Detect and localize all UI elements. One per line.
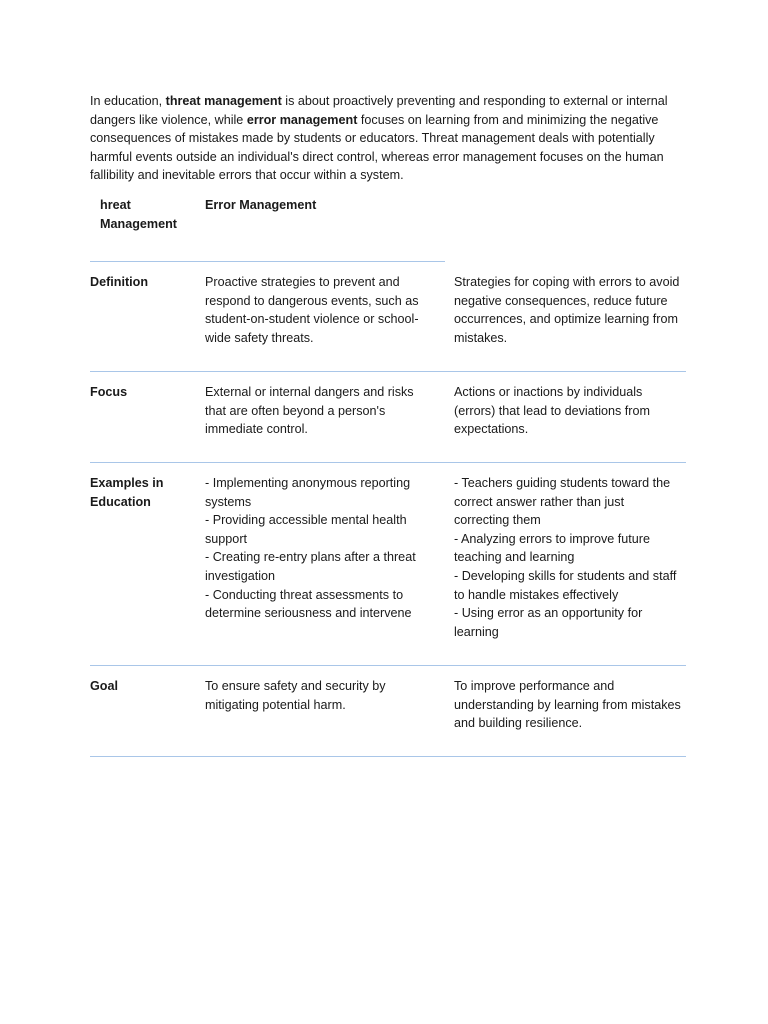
cell-line: - Analyzing errors to improve future bbox=[454, 531, 650, 546]
cell-line: - Developing skills for students and staff bbox=[454, 568, 677, 583]
cell-line: and building resilience. bbox=[454, 716, 583, 731]
cell-line: - Creating re-entry plans after a threat bbox=[205, 550, 416, 565]
cell-line: systems bbox=[205, 494, 252, 509]
cell-line: External or internal dangers and risks bbox=[205, 384, 414, 399]
cell-line: investigation bbox=[205, 568, 276, 583]
cell-line: To ensure safety and security by bbox=[205, 678, 386, 693]
threat-cell bbox=[205, 677, 435, 714]
row-label: Definition bbox=[90, 274, 149, 289]
intro-paragraph bbox=[90, 92, 680, 185]
threat-cell bbox=[205, 474, 435, 623]
intro-text-3: focuses on learning from and minimizing the negative consequences of mistakes made by students or educators. Threat management deals with potentially harmful events outside an individual's direct control, whereas error management focuses on the human fallibility and inevitable errors that occur within a system. bbox=[90, 112, 664, 183]
table-row-definition bbox=[90, 262, 686, 372]
cell-line: negative consequences, reduce future bbox=[454, 293, 668, 308]
cell-line: Strategies for coping with errors to avoid bbox=[454, 274, 680, 289]
comparison-table bbox=[90, 196, 686, 757]
error-cell bbox=[454, 273, 686, 347]
document-page bbox=[90, 92, 686, 757]
cell-line: to handle mistakes effectively bbox=[454, 587, 619, 602]
cell-line: student-on-student violence or school- bbox=[205, 312, 419, 327]
cell-line: expectations. bbox=[454, 422, 529, 437]
cell-line: learning bbox=[454, 624, 499, 639]
cell-line: (errors) that lead to deviations from bbox=[454, 403, 650, 418]
error-cell bbox=[454, 474, 686, 641]
error-cell bbox=[454, 383, 686, 439]
cell-line: teaching and learning bbox=[454, 550, 575, 565]
header-threat-management: hreat Management bbox=[100, 197, 177, 231]
cell-line: correct answer rather than just bbox=[454, 494, 625, 509]
cell-line: understanding by learning from mistakes bbox=[454, 697, 681, 712]
threat-cell bbox=[205, 383, 435, 439]
cell-line: support bbox=[205, 531, 248, 546]
cell-line: that are often beyond a person's bbox=[205, 403, 386, 418]
cell-line: wide safety threats. bbox=[205, 330, 314, 345]
intro-bold-threat-management: threat management bbox=[165, 94, 282, 108]
cell-line: respond to dangerous events, such as bbox=[205, 293, 419, 308]
row-label: Focus bbox=[90, 384, 128, 399]
intro-text-2: is about proactively preventing and responding to external or internal dangers like violence, while bbox=[90, 94, 668, 127]
row-label: Goal bbox=[90, 678, 118, 693]
cell-line: determine seriousness and intervene bbox=[205, 606, 412, 621]
intro-bold-error-management: error management bbox=[246, 112, 358, 127]
table-row-examples bbox=[90, 463, 686, 666]
header-error-management: Error Management bbox=[205, 197, 317, 212]
cell-line: - Implementing anonymous reporting bbox=[205, 475, 411, 490]
cell-line: Actions or inactions by individuals bbox=[454, 384, 643, 399]
error-cell bbox=[454, 677, 686, 733]
cell-line: correcting them bbox=[454, 513, 541, 528]
cell-line: - Providing accessible mental health bbox=[205, 513, 407, 528]
cell-line: - Teachers guiding students toward the bbox=[454, 475, 671, 490]
table-row-focus bbox=[90, 372, 686, 463]
cell-line: occurrences, and optimize learning from bbox=[454, 312, 678, 327]
table-header-row bbox=[90, 196, 686, 262]
row-label: Examples in Education bbox=[90, 475, 164, 509]
table-row-goal bbox=[90, 666, 686, 757]
intro-text-1: In education, bbox=[90, 94, 166, 108]
cell-line: immediate control. bbox=[205, 422, 308, 437]
cell-line: To improve performance and bbox=[454, 678, 615, 693]
cell-line: mistakes. bbox=[454, 330, 508, 345]
cell-line: - Using error as an opportunity for bbox=[454, 606, 643, 621]
threat-cell bbox=[205, 273, 435, 347]
cell-line: Proactive strategies to prevent and bbox=[205, 274, 400, 289]
cell-line: - Conducting threat assessments to bbox=[205, 587, 404, 602]
cell-line: mitigating potential harm. bbox=[205, 697, 346, 712]
